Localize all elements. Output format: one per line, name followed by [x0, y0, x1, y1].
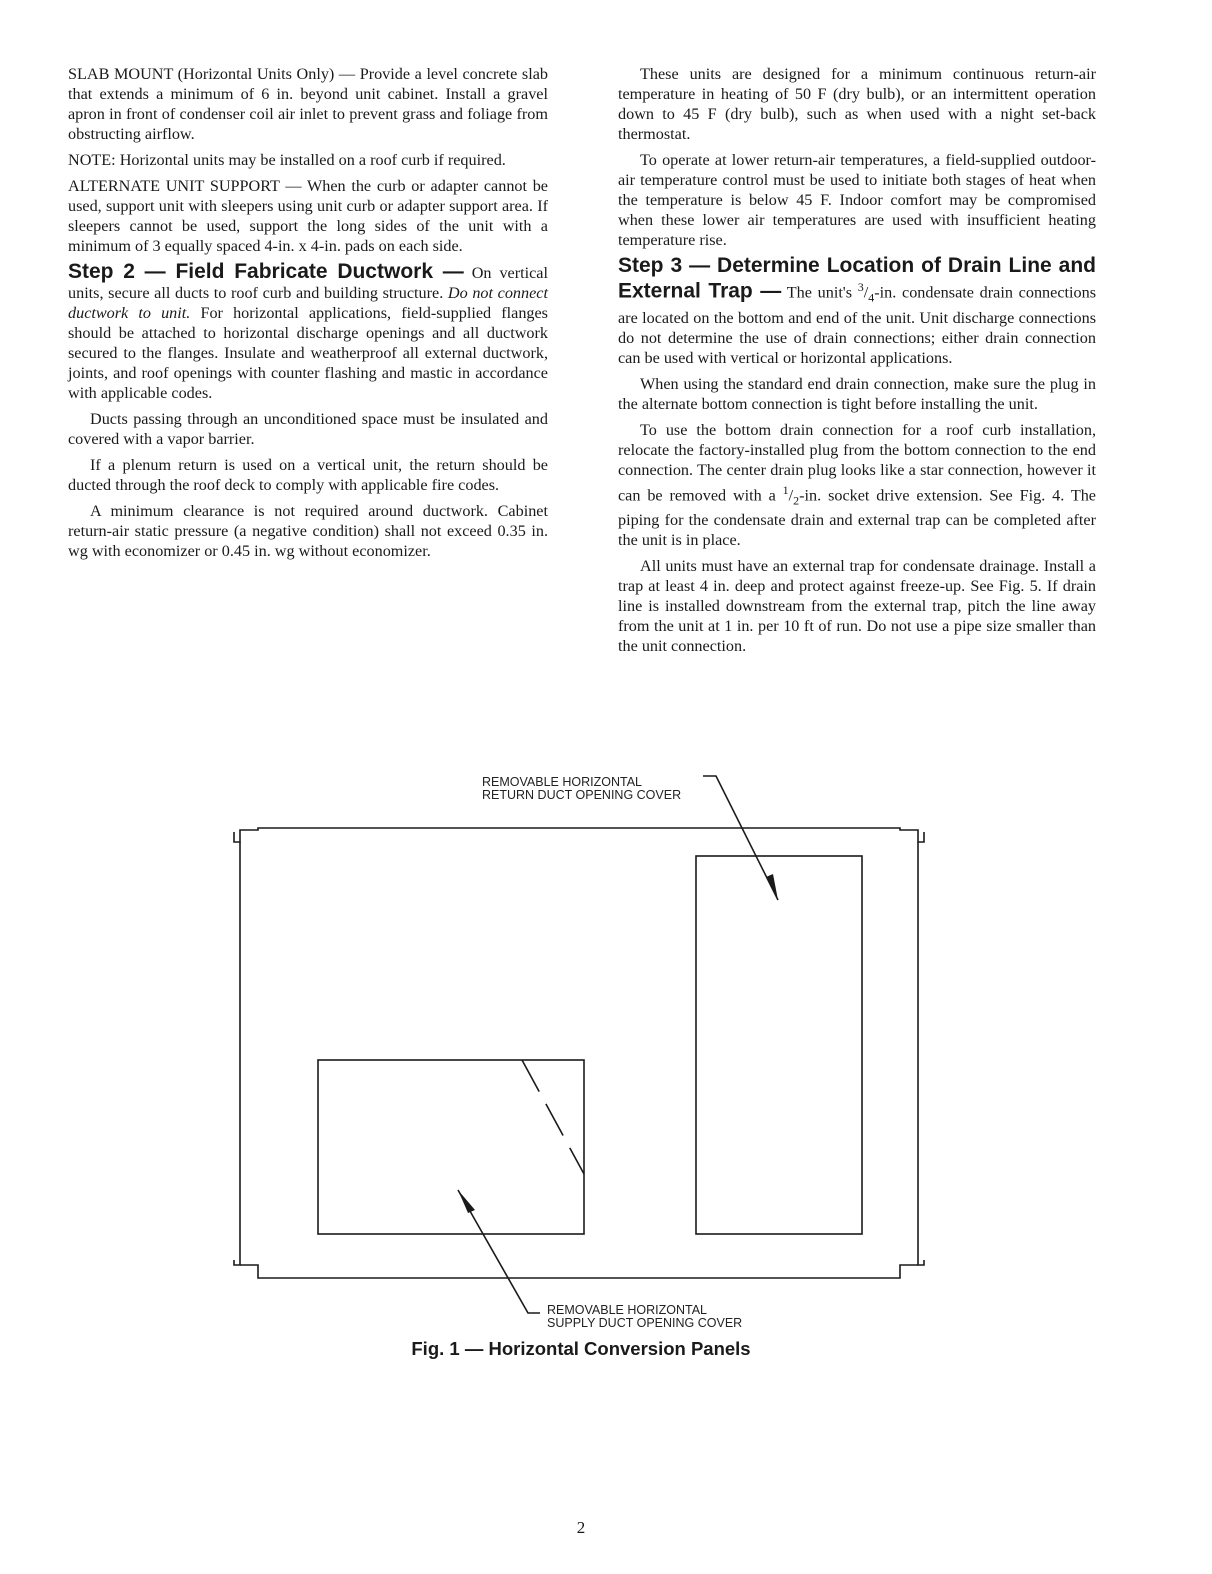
bottom-drain-frac-num: 1 — [782, 482, 789, 497]
clearance-paragraph: A minimum clearance is not required around ductwork. Cabinet return-air static pressure (a negative condition) shall not exceed 0.35 in. wg with economizer or 0.45 in. wg without economizer. — [68, 502, 548, 560]
figure-1 — [0, 770, 1212, 1370]
return-duct-callout — [482, 776, 681, 802]
supply-callout-line-2: SUPPLY DUCT OPENING COVER — [547, 1316, 743, 1330]
bottom-drain-frac-den: 2 — [793, 493, 800, 508]
step2-text-italic: Do not connect ductwork to unit. — [68, 284, 548, 322]
supply-duct-cover — [318, 1060, 584, 1234]
alternate-support-lead: ALTERNATE UNIT SUPPORT — — [68, 177, 302, 195]
return-duct-cover — [696, 856, 862, 1234]
bottom-drain-paragraph: To use the bottom drain connection for a roof curb installation, relocate the factory-installed plug from the bottom connection to the end connection. The center drain plug looks like a star connection, however it can be removed with a $^1/_2-in$. socket drive extension. See Fig. 4. The piping for the condensate drain and external trap can be completed after the unit is in place. — [618, 420, 1096, 550]
unit-outline-bottom — [240, 1265, 918, 1278]
return-callout-line-1: REMOVABLE HORIZONTAL — [482, 775, 642, 789]
ducts-paragraph: Ducts passing through an unconditioned space must be insulated and covered with a vapor barrier. — [68, 410, 548, 448]
slab-mount-text: Provide a level concrete slab that extends a minimum of 6 in. beyond unit cabinet. Install a gravel apron in front of condenser coil air inlet to prevent grass and foliage from obstructing airflow. — [68, 65, 548, 143]
bottom-drain-text-b: -in. socket drive extension. See Fig. 4. The piping for the condensate drain and external trap can be completed after the unit is in place. — [618, 486, 1096, 550]
unit-outline-right-side — [918, 842, 924, 1265]
note-paragraph: NOTE: Horizontal units may be installed on a roof curb if required. — [68, 151, 506, 169]
right-column — [618, 64, 1096, 662]
conversion-panels-drawing — [0, 770, 1212, 1370]
step3-text-b: -in. condensate drain connections are located on the bottom and end of the unit. Unit discharge connections do not determine the use of drain connections; either drain connection can be used with vertical or horizontal applications. — [618, 283, 1096, 367]
step3-paragraph: Step 3 — Determine Location of Drain Line and External Trap — The unit's $^3/_4-in$. condensate drain connections are located on the bottom and end of the unit. Unit discharge connections do not determine the use of drain connections; either drain connection can be used with vertical or horizontal applications. — [618, 254, 1096, 367]
supply-callout-arrowhead — [458, 1190, 475, 1213]
step2-text-b: For horizontal applications, field-supplied flanges should be attached to horizontal discharge openings and all ductwork secured to the flanges. Insulate and weatherproof all external ductwork, joints, and roof openings with counter flashing and mastic in accordance with applicable codes. — [68, 304, 548, 402]
step2-text-a: On vertical units, secure all ducts to roof curb and building structure. — [68, 264, 548, 302]
step3-frac-num: 3 — [857, 280, 864, 294]
return-callout-line-2: RETURN DUCT OPENING COVER — [482, 788, 682, 802]
plenum-paragraph: If a plenum return is used on a vertical unit, the return should be ducted through the roof deck to comply with applicable fire codes. — [68, 456, 548, 494]
unit-outline — [234, 828, 924, 842]
page-number: 2 — [576, 1518, 586, 1537]
step2-paragraph — [68, 262, 548, 403]
supply-duct-callout — [547, 1304, 742, 1330]
step2-heading: Step 2 — Field Fabricate Ductwork — — [68, 260, 464, 283]
designed-paragraph: These units are designed for a minimum continuous return-air temperature in heating of 50 F (dry bulb), or an intermittent operation down to 45 F (dry bulb), such as when used with a night set-back thermostat. — [618, 65, 1096, 143]
alternate-support-text: When the curb or adapter cannot be used, support unit with sleepers using unit curb or adapter support area. If sleepers cannot be used, support the long sides of the unit with a minimum of 3 equally spaced 4-in. x 4-in. pads on each side. — [68, 177, 548, 255]
lower-temp-paragraph: To operate at lower return-air temperatures, a field-supplied outdoor-air temperature control must be used to initiate both stages of heat when the temperature is below 45 F. Indoor comfort may be compromised when these lower air temperatures are used with insufficient heating temperature rise. — [618, 151, 1096, 249]
supply-callout-line-1: REMOVABLE HORIZONTAL — [547, 1303, 707, 1317]
bottom-drain-text-a: To use the bottom drain connection for a roof curb installation, relocate the factory-installed plug from the bottom connection to the end connection. The center drain plug looks like a star connection, however it can be removed with a — [618, 420, 1096, 505]
supply-cover-dashed-line — [522, 1060, 584, 1174]
slab-mount-lead: SLAB MOUNT (Horizontal Units Only) — — [68, 65, 356, 83]
return-callout-arrowhead — [766, 874, 778, 900]
external-trap-paragraph: All units must have an external trap for condensate drainage. Install a trap at least 4 in. deep and protect against freeze-up. See Fig. 5. If drain line is installed downstream from the external trap, pitch the line away from the unit at 1 in. per 10 ft of run. Do not use a pipe size smaller than the unit connection. — [618, 557, 1096, 656]
step3-heading: Step 3 — Determine Location of Drain Line and External Trap — — [618, 254, 1096, 303]
slab-mount-paragraph — [68, 64, 548, 144]
step3-frac-den: 4 — [868, 290, 875, 305]
return-callout-leader — [703, 776, 778, 900]
step3-text-a: The unit's — [781, 283, 858, 302]
standard-drain-paragraph: When using the standard end drain connection, make sure the plug in the alternate bottom connection is tight before installing the unit. — [618, 374, 1096, 413]
left-column — [68, 64, 548, 567]
figure-caption: Fig. 1 — Horizontal Conversion Panels — [411, 1338, 751, 1359]
alternate-support-paragraph — [68, 176, 548, 256]
unit-outline-left-side — [234, 842, 240, 1265]
